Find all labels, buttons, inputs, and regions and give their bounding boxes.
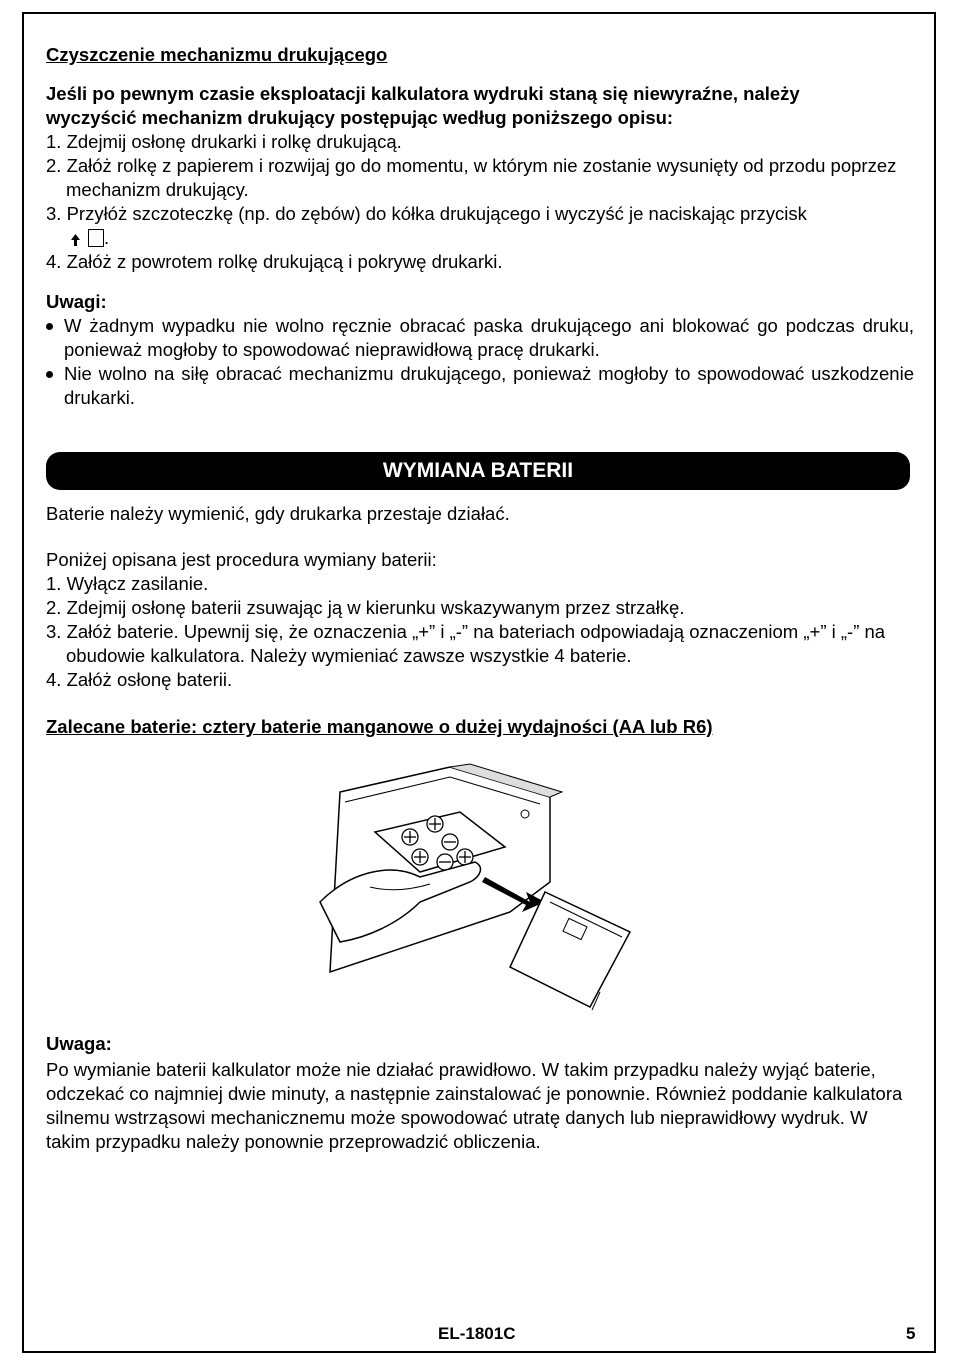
section-warning: [46, 1032, 914, 1154]
procedure-title: Poniżej opisana jest procedura wymiany baterii:: [46, 549, 437, 570]
intro-line-1: Jeśli po pewnym czasie eksploatacji kalkulatora wydruki staną się niewyraźne, należy: [46, 83, 800, 104]
cleaning-step-3-text: 3. Przyłóż szczoteczkę (np. do zębów) do kółka drukującego i wyczyść je naciskając przycisk: [46, 203, 807, 224]
paper-feed-key-icon: [88, 229, 104, 247]
section-cleaning: [46, 42, 914, 410]
battery-step-1: 1. Wyłącz zasilanie.: [46, 573, 209, 594]
footer-model: EL-1801C: [438, 1324, 516, 1343]
section-battery: [46, 502, 914, 740]
cleaning-step-4: 4. Załóż z powrotem rolkę drukującą i pokrywę drukarki.: [46, 251, 503, 272]
notes-title: Uwagi:: [46, 291, 107, 312]
battery-step-3: 3. Załóż baterie. Upewnij się, że oznaczenia „+” i „-” na bateriach odpowiadają oznaczeniom „+” i „-” na obudowie kalkulatora. Należy wymieniać zawsze wszystkie 4 baterie.: [46, 621, 886, 666]
cleaning-step-1: 1. Zdejmij osłonę drukarki i rolkę drukującą.: [46, 131, 402, 152]
battery-step-4: 4. Załóż osłonę baterii.: [46, 669, 233, 690]
section-title-cleaning: Czyszczenie mechanizmu drukującego: [46, 44, 388, 65]
cleaning-step-3: [46, 202, 914, 250]
intro-line-2: wyczyścić mechanizm drukujący postępując według poniższego opisu:: [46, 107, 674, 128]
battery-step-2: 2. Zdejmij osłonę baterii zsuwając ją w kierunku wskazywanym przez strzałkę.: [46, 597, 685, 618]
note-2: Nie wolno na siłę obracać mechanizmu drukującego, ponieważ mogłoby to spowodować uszkodzenie drukarki.: [46, 362, 914, 410]
battery-intro: Baterie należy wymienić, gdy drukarka przestaje działać.: [46, 503, 510, 524]
warning-title: Uwaga:: [46, 1033, 112, 1054]
warning-text: Po wymianie baterii kalkulator może nie działać prawidłowo. W takim przypadku należy wyjąć baterie, odczekać co najmniej dwie minuty, a następnie zainstalować je ponownie. Również poddanie kalkulatora silnemu wstrząsowi mechanicznemu może spowodować utratę danych lub nieprawidłowy wydruk. W takim przypadku należy ponownie przeprowadzić obliczenia.: [46, 1059, 903, 1152]
cleaning-step-2: 2. Załóż rolkę z papierem i rozwijaj go do momentu, w którym nie zostanie wysunięty od przodu poprzez mechanizm drukujący.: [46, 155, 897, 200]
recommended-batteries: Zalecane baterie: cztery baterie manganowe o dużej wydajności (AA lub R6): [46, 716, 713, 737]
cleaning-step-3-suffix: .: [104, 227, 110, 248]
battery-section-banner: WYMIANA BATERII: [46, 452, 910, 490]
battery-replacement-illustration: [300, 762, 680, 1012]
note-1: W żadnym wypadku nie wolno ręcznie obracać paska drukującego ani blokować go podczas druku, ponieważ mogłoby to spowodować nieprawidłową pracę drukarki.: [46, 314, 914, 362]
footer-page-number: 5: [906, 1324, 916, 1343]
